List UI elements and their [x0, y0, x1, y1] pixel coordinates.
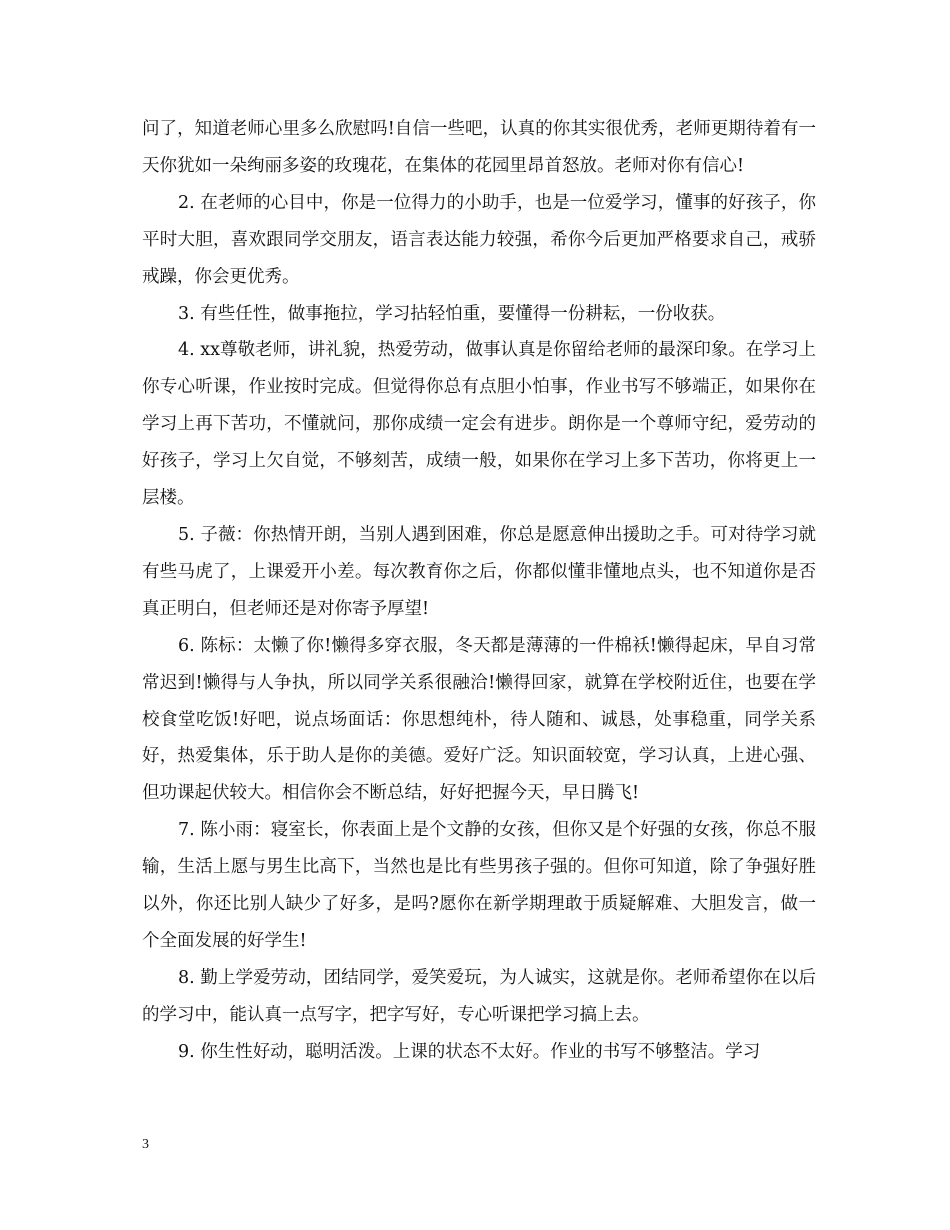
paragraph-5: 5. 子薇：你热情开朗，当别人遇到困难，你总是愿意伸出援助之手。可对待学习就有些马虎了，上课爱开小差。每次教育你之后，你都似懂非懂地点头，也不知道你是否真正明白，但老师还是对你寄予厚望! [142, 524, 816, 619]
document-body [142, 111, 816, 1071]
page-number: 3 [142, 1137, 149, 1152]
paragraph-7: 7. 陈小雨：寝室长，你表面上是个文静的女孩，但你又是个好强的女孩，你总不服输，生活上愿与男生比高下，当然也是比有些男孩子强的。但你可知道，除了争强好胜以外，你还比别人缺少了好多，是吗?愿你在新学期理敢于质疑解难、大胆发言，做一个全面发展的好学生! [142, 820, 816, 951]
paragraph-8: 8. 勤上学爱劳动，团结同学，爱笑爱玩，为人诚实，这就是你。老师希望你在以后的学习中，能认真一点写字，把字写好，专心听课把学习搞上去。 [142, 967, 816, 1025]
paragraph-4: 4. xx尊敬老师，讲礼貌，热爱劳动，做事认真是你留给老师的最深印象。在学习上你专心听课，作业按时完成。但觉得你总有点胆小怕事，作业书写不够端正，如果你在学习上再下苦功，不懂就问，那你成绩一定会有进步。朗你是一个尊师守纪，爱劳动的好孩子，学习上欠自觉，不够刻苦，成绩一般，如果你在学习上多下苦功，你将更上一层楼。 [142, 340, 816, 509]
paragraph-9: 9. 你生性好动，聪明活泼。上课的状态不太好。作业的书写不够整洁。学习 [178, 1041, 761, 1062]
paragraph-2: 2. 在老师的心目中，你是一位得力的小助手，也是一位爱学习，懂事的好孩子，你平时大胆，喜欢跟同学交朋友，语言表达能力较强，希你今后更加严格要求自己，戒骄戒躁，你会更优秀。 [142, 192, 816, 287]
paragraph-6: 6. 陈标：太懒了你!懒得多穿衣服，冬天都是薄薄的一件棉袄!懒得起床，早自习常常迟到!懒得与人争执，所以同学关系很融洽!懒得回家，就算在学校附近住，也要在学校食堂吃饭!好吧，说点场面话：你思想纯朴，待人随和、诚恳，处事稳重，同学关系好，热爱集体，乐于助人是你的美德。爱好广泛。知识面较宽，学习认真，上进心强、但功课起伏较大。相信你会不断总结，好好把握今天，早日腾飞! [142, 635, 816, 804]
paragraph-3: 3. 有些任性，做事拖拉，学习拈轻怕重，要懂得一份耕耘，一份收获。 [178, 303, 726, 324]
paragraph-1: 问了，知道老师心里多么欣慰吗!自信一些吧，认真的你其实很优秀，老师更期待着有一天你犹如一朵绚丽多姿的玫瑰花，在集体的花园里昂首怒放。老师对你有信心! [142, 119, 816, 176]
